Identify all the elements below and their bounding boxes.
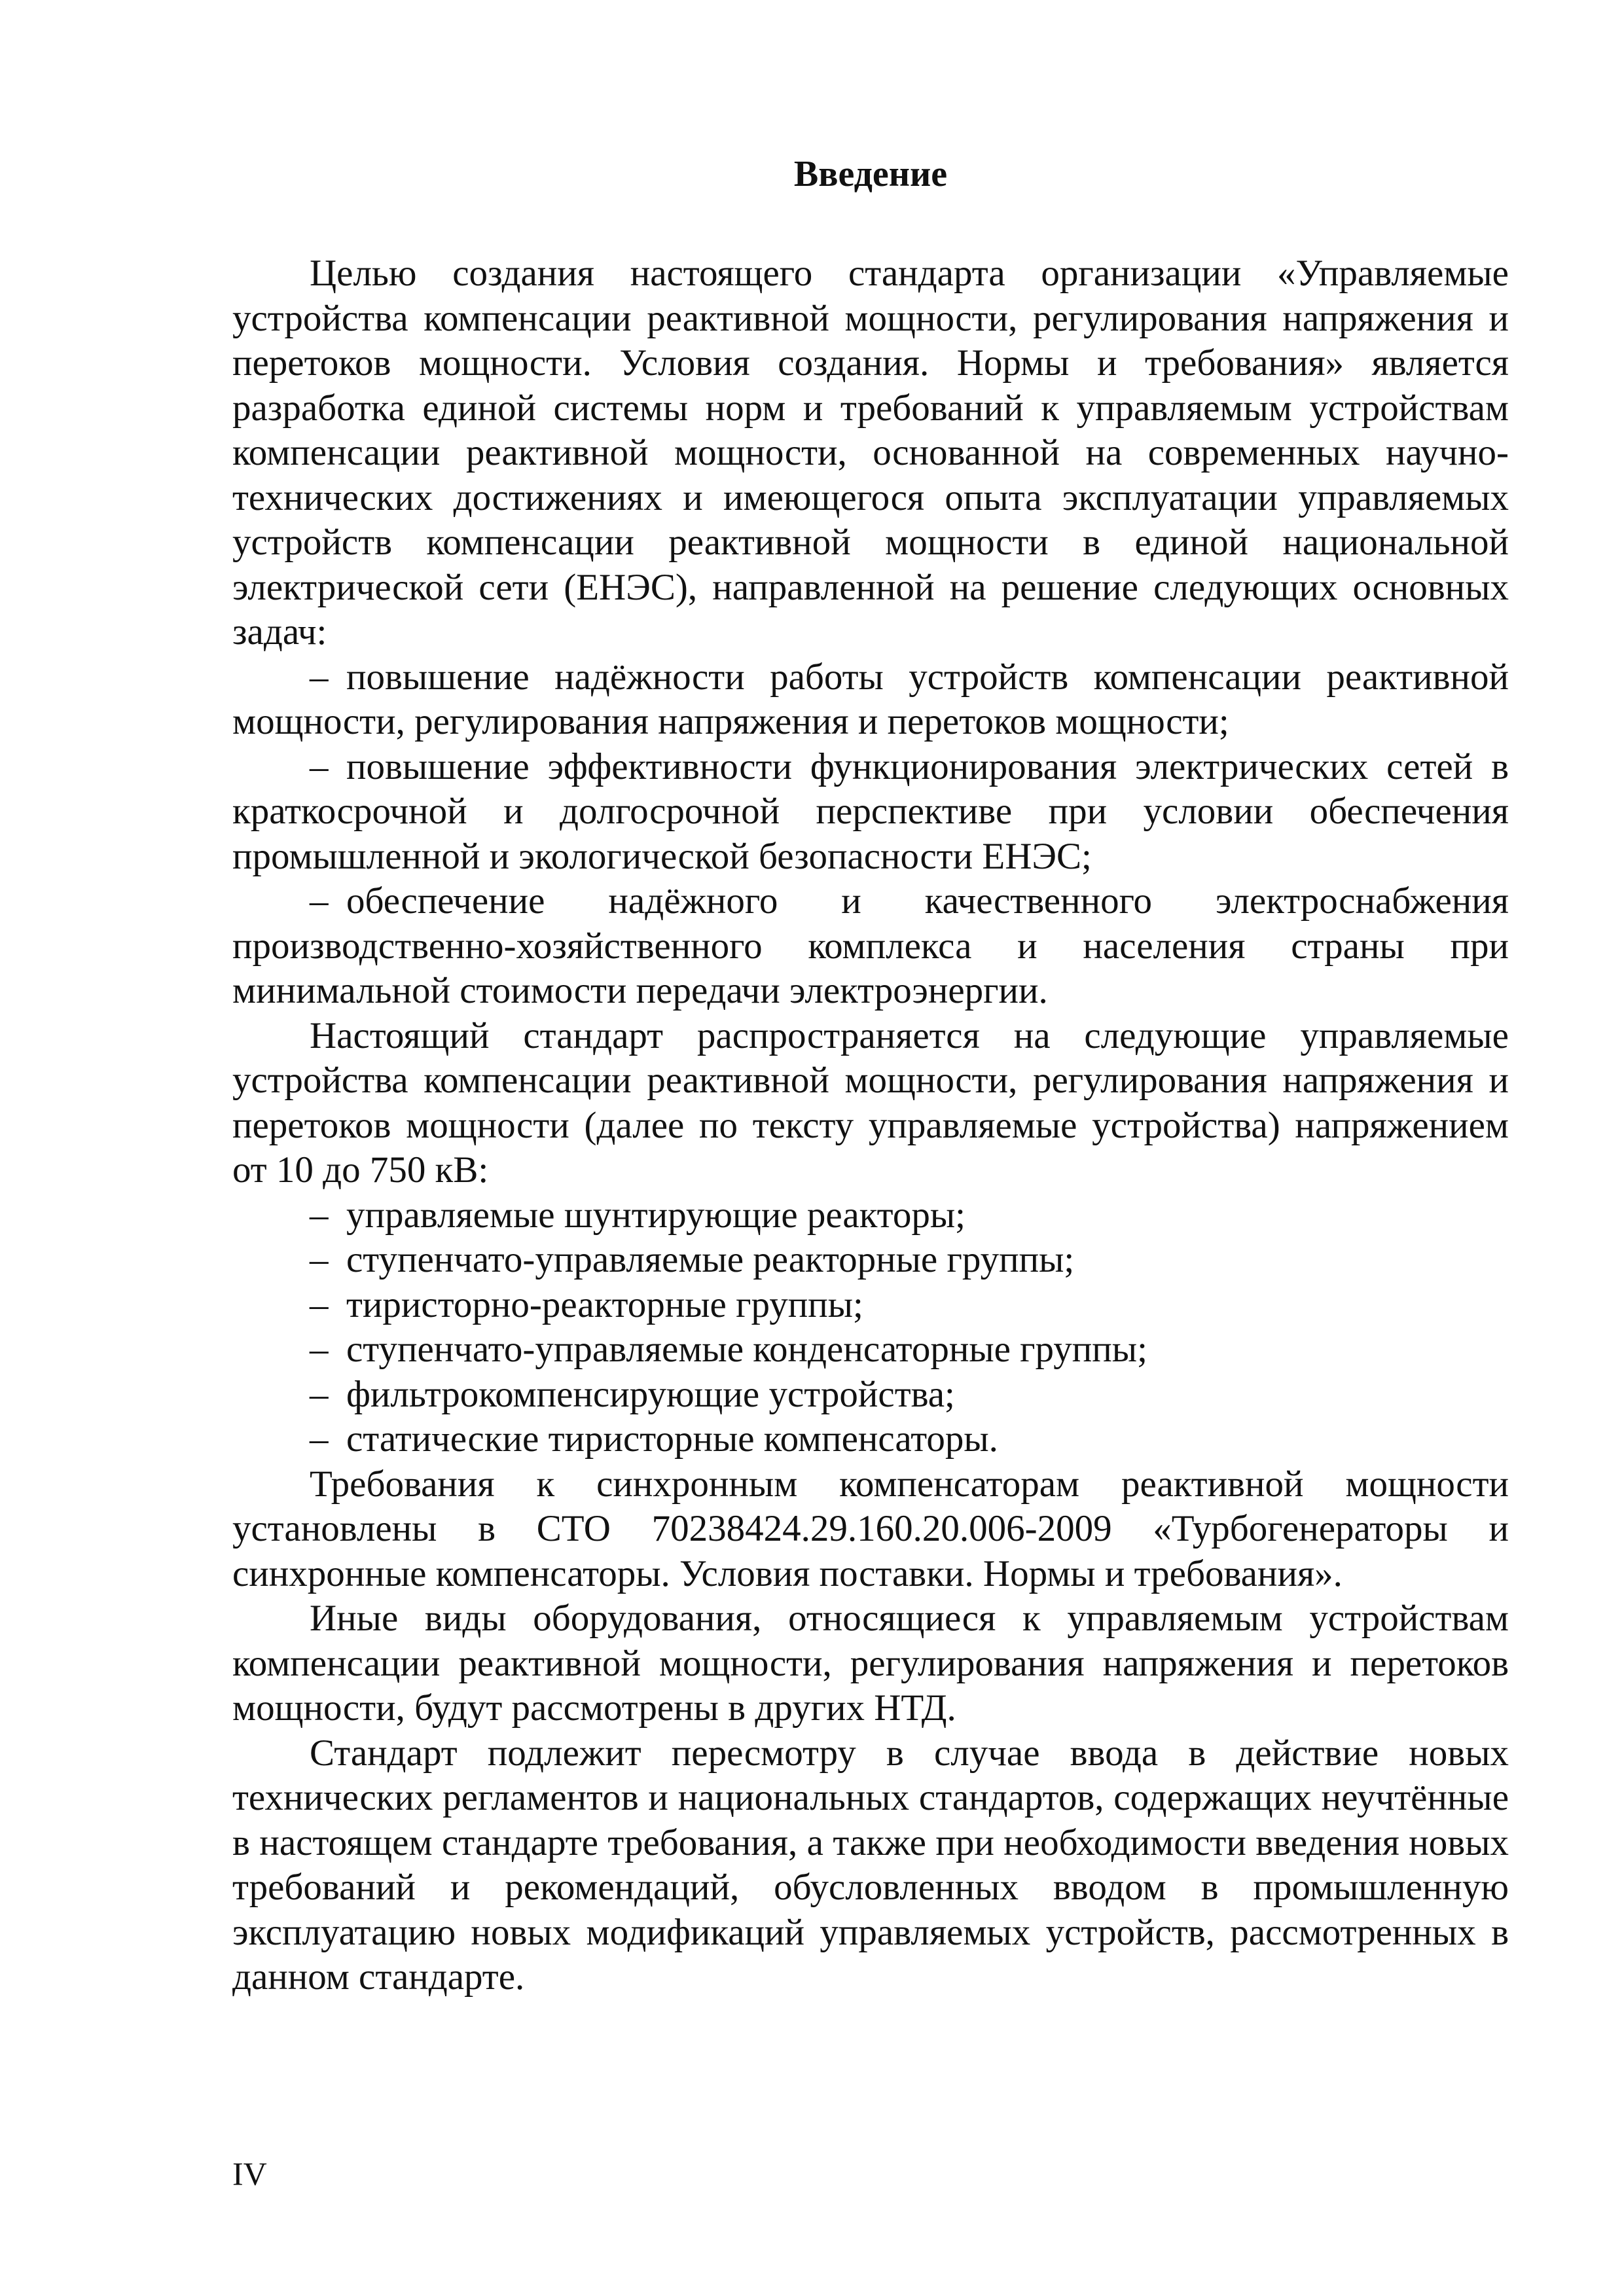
- device-item: [232, 1417, 1509, 1462]
- device-item: [232, 1238, 1509, 1283]
- page-number: IV: [232, 2155, 267, 2192]
- dash-marker: –: [310, 1239, 329, 1280]
- device-text: управляемые шунтирующие реакторы;: [346, 1194, 965, 1236]
- task-item: [232, 879, 1509, 1014]
- dash-marker: –: [310, 1418, 329, 1460]
- device-text: ступенчато-управляемые реакторные группы;: [346, 1239, 1075, 1280]
- device-item: [232, 1372, 1509, 1418]
- device-item: [232, 1283, 1509, 1328]
- dash-marker: –: [310, 1283, 329, 1325]
- dash-marker: –: [310, 1373, 329, 1415]
- tasks-list: [232, 655, 1509, 1014]
- task-text: обеспечение надёжного и качественного электроснабжения производственно-хозяйственного комплекса и населения страны при минимальной стоимости передачи электроэнергии.: [232, 880, 1509, 1011]
- device-item: [232, 1327, 1509, 1372]
- dash-marker: –: [310, 1194, 329, 1236]
- section-title: Введение: [793, 154, 948, 194]
- dash-marker: –: [310, 880, 329, 922]
- task-text: повышение надёжности работы устройств компенсации реактивной мощности, регулирования напряжения и перетоков мощности;: [232, 656, 1509, 742]
- task-item: [232, 655, 1509, 745]
- device-text: статические тиристорные компенсаторы.: [346, 1418, 998, 1460]
- dash-marker: –: [310, 1329, 329, 1370]
- device-text: ступенчато-управляемые конденсаторные группы;: [346, 1329, 1147, 1370]
- device-item: [232, 1193, 1509, 1238]
- intro-paragraph: Целью создания настоящего стандарта организации «Управляемые устройства компенсации реактивной мощности, регулирования напряжения и перетоков мощности. Условия создания. Нормы и требования» является разработка единой системы норм и требований к управляемым устройствам компенсации реактивной мощности, основанной на современных научно-технических достижениях и имеющегося опыта эксплуатации управляемых устройств компенсации реактивной мощности в единой национальной электрической сети (ЕНЭС), направленной на решение следующих основных задач:: [232, 253, 1509, 653]
- other-equipment-paragraph: Иные виды оборудования, относящиеся к управляемым устройствам компенсации реактивной мощности, регулирования напряжения и перетоков мощности, будут рассмотрены в других НТД.: [232, 1598, 1509, 1729]
- device-text: фильтрокомпенсирующие устройства;: [346, 1373, 955, 1415]
- devices-list: [232, 1193, 1509, 1462]
- dash-marker: –: [310, 745, 329, 787]
- sync-compensators-paragraph: Требования к синхронным компенсаторам реактивной мощности установлены в СТО 70238424.29.160.20.006-2009 «Турбогенераторы и синхронные компенсаторы. Условия поставки. Нормы и требования».: [232, 1463, 1509, 1594]
- page-content: [232, 152, 1509, 2000]
- task-item: [232, 745, 1509, 880]
- device-text: тиристорно-реакторные группы;: [346, 1283, 863, 1325]
- scope-paragraph: Настоящий стандарт распространяется на следующие управляемые устройства компенсации реактивной мощности, регулирования напряжения и перетоков мощности (далее по тексту управляемые устройства) напряжением от 10 до 750 кВ:: [232, 1014, 1509, 1191]
- revision-paragraph: Стандарт подлежит пересмотру в случае ввода в действие новых технических регламентов и национальных стандартов, содержащих неучтённые в настоящем стандарте требования, а также при необходимости введения новых требований и рекомендаций, обусловленных вводом в промышленную эксплуатацию новых модификаций управляемых устройств, рассмотренных в данном стандарте.: [232, 1732, 1509, 1998]
- task-text: повышение эффективности функционирования электрических сетей в краткосрочной и долгосрочной перспективе при условии обеспечения промышленной и экологической безопасности ЕНЭС;: [232, 745, 1509, 877]
- dash-marker: –: [310, 656, 329, 698]
